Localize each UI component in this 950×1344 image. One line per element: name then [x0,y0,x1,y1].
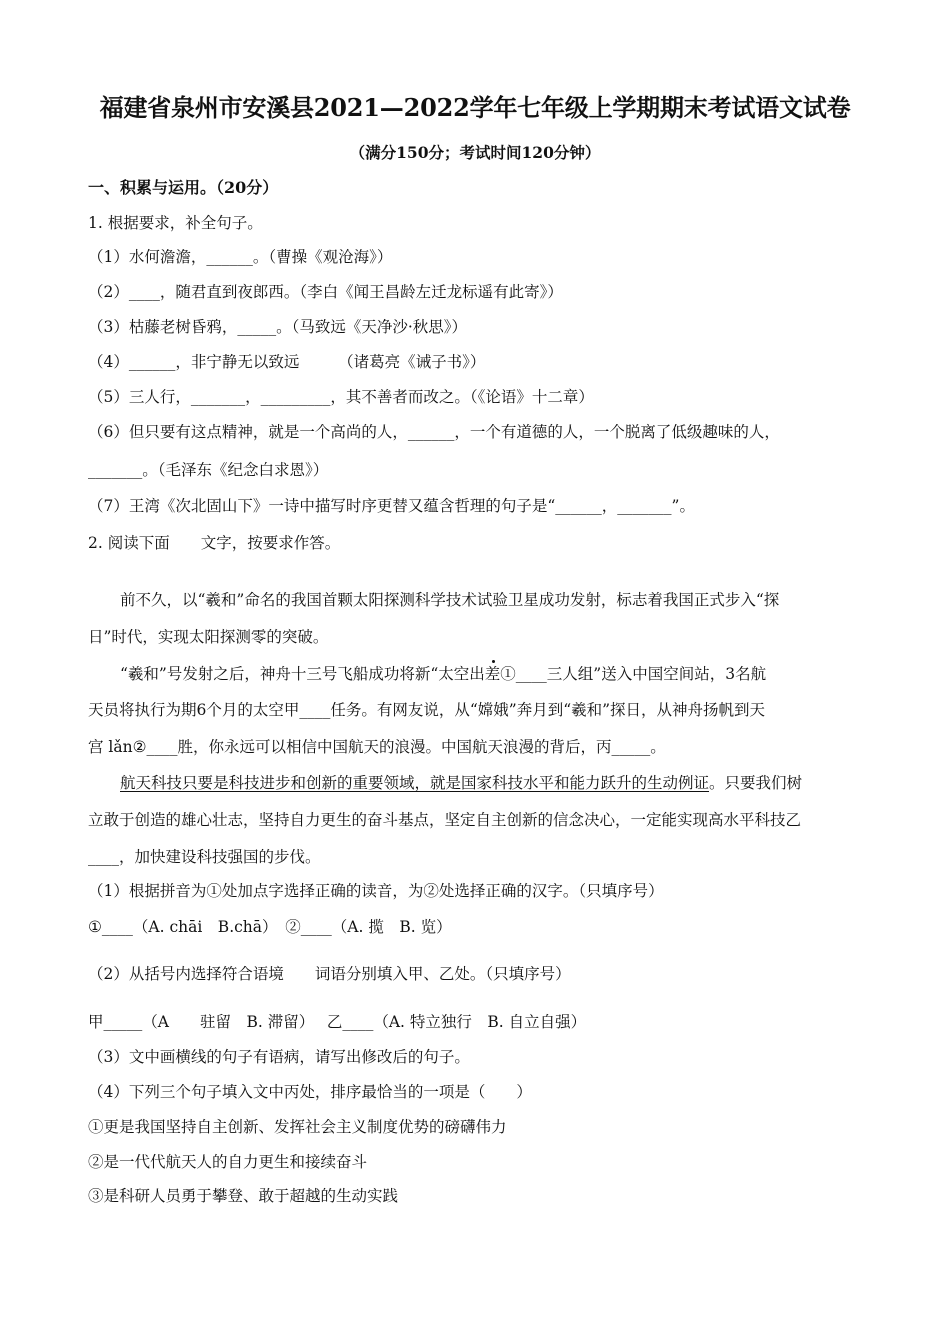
q2-sub4: （4）下列三个句子填入文中丙处，排序最恰当的一项是（ ） [88,1083,532,1101]
q1-item-4: （4）______，非宁静无以致远 （诸葛亮《诫子书》） [88,353,486,371]
q2-sub4-option-2: ②是一代代航天人的自力更生和接续奋斗 [88,1153,368,1171]
passage-p2-line1: “羲和”号发射之后，神舟十三号飞船成功将新“太空出差①____三人组”送入中国空间站，3名航 [120,665,767,683]
q2-sub2: （2）从括号内选择符合语境 词语分别填入甲、乙处。（只填序号） [88,965,571,983]
passage-p3-line1: 航天科技只要是科技进步和创新的重要领域，就是国家科技水平和能力跃升的生动例证。只要我们树 [120,774,803,792]
q1-item-6: （6）但只要有这点精神，就是一个高尚的人，______，一个有道德的人，一个脱离了低级趣味的人， [88,423,780,441]
q2-sub1: （1）根据拼音为①处加点字选择正确的读音，为②处选择正确的汉字。（只填序号） [88,882,664,900]
q2-sub1-options: ①____（A. chāi B.chā） ②____（A. 揽 B. 览） [88,918,452,936]
q1-item-2: （2）____，随君直到夜郎西。（李白《闻王昌龄左迁龙标遥有此寄》） [88,283,563,301]
passage-p2-line2: 天员将执行为期6个月的太空甲____任务。有网友说，从“嫦娥”奔月到“羲和”探日，从神舟扬帆到天 [88,701,766,719]
q2-sub4-option-3: ③是科研人员勇于攀登、敢于超越的生动实践 [88,1187,399,1205]
passage-p3-line3: ____，加快建设科技强国的步伐。 [88,848,321,866]
q1-item-1: （1）水何澹澹，______。（曹操《观沧海》） [88,248,393,266]
section-heading: 一、积累与运用。（20分） [88,178,279,197]
exam-subtitle: （满分150分；考试时间120分钟） [349,143,601,162]
question-2-stem: 2. 阅读下面 文字，按要求作答。 [88,534,341,552]
q1-item-6-cont: _______。（毛泽东《纪念白求恩》） [88,461,329,479]
q2-sub2-options: 甲_____（A 驻留 B. 滞留） 乙____（A. 特立独行 B. 自立自强） [88,1013,587,1031]
q1-item-5: （5）三人行，_______，_________，其不善者而改之。（《论语》十二章） [88,388,594,406]
passage-p3-line2: 立敢于创造的雄心壮志，坚持自力更生的奋斗基点，坚定自主创新的信念决心，一定能实现高水平科技乙 [88,811,802,829]
question-1-stem: 1. 根据要求，补全句子。 [88,214,263,232]
exam-title: 福建省泉州市安溪县2021—2022学年七年级上学期期末考试语文试卷 [99,93,851,122]
passage-p2-line3: 宫 lǎn②____胜，你永远可以相信中国航天的浪漫。中国航天浪漫的背后，丙_____。 [88,738,666,756]
q1-item-7: （7）王湾《次北固山下》一诗中描写时序更替又蕴含哲理的句子是“______，_______”。 [88,497,695,515]
underlined-sentence: 航天科技只要是科技进步和创新的重要领域，就是国家科技水平和能力跃升的生动例证 [120,774,710,792]
q2-sub4-option-1: ①更是我国坚持自主创新、发挥社会主义制度优势的磅礴伟力 [88,1118,507,1136]
q2-sub3: （3）文中画横线的句子有语病，请写出修改后的句子。 [88,1048,470,1066]
passage-p1-line2: 日”时代，实现太阳探测零的突破。 [88,628,329,646]
dotted-character: 差 [484,665,501,683]
passage-p1-line1: 前不久，以“羲和”命名的我国首颗太阳探测科学技术试验卫星成功发射，标志着我国正式步入“探 [120,591,780,609]
q1-item-3: （3）枯藤老树昏鸦，_____。（马致远《天净沙·秋思》） [88,318,468,336]
